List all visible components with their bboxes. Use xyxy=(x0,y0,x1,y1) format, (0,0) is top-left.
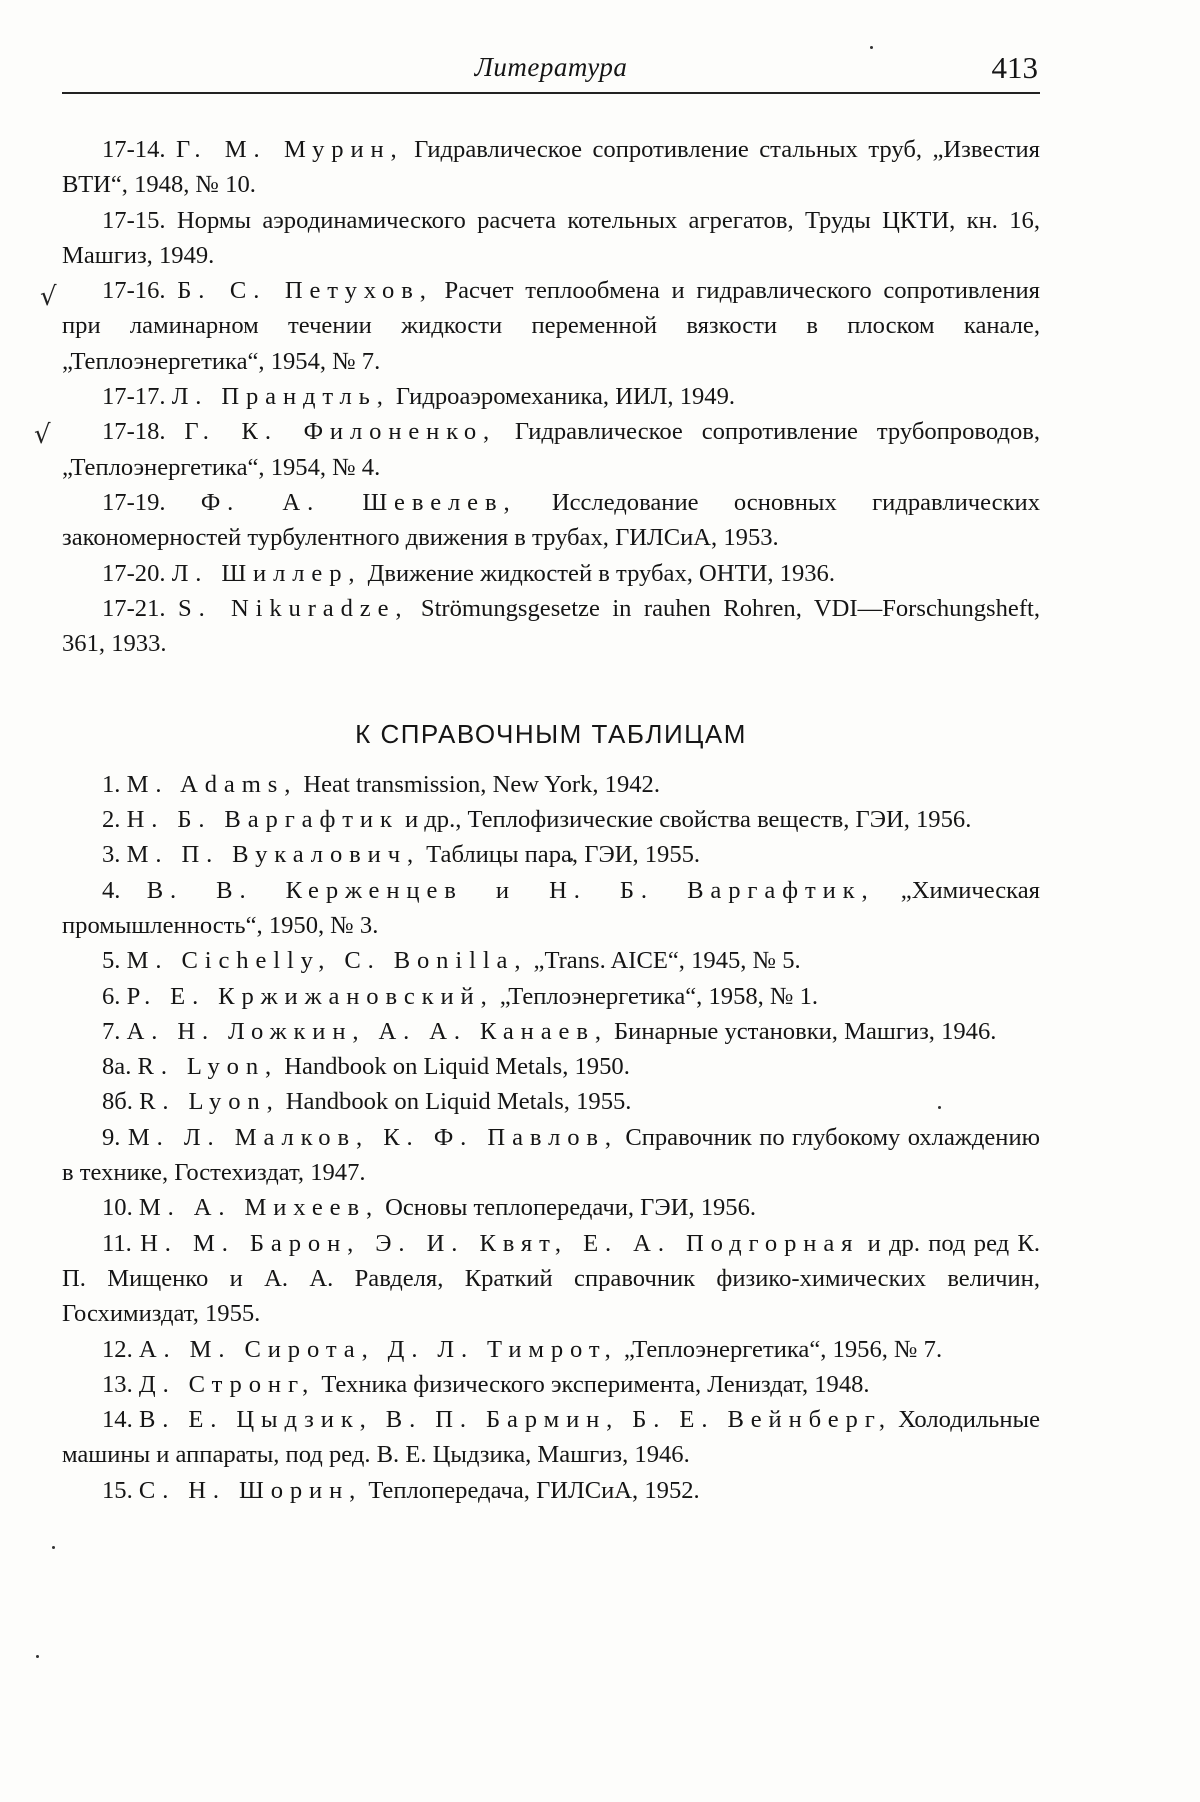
reference-entry xyxy=(62,556,1040,591)
reference-entry xyxy=(62,1473,1040,1508)
reference-entry xyxy=(62,414,1040,485)
reference-list-tables xyxy=(62,767,1040,1508)
reference-text: Расчет теплообмена и гидравлического сопротивления при ламинарном течении жидкости переменной вязкости в плоском канале, „Теплоэнергетика“, 1954, № 7. xyxy=(62,277,1040,375)
reference-entry xyxy=(62,943,1040,978)
reference-entry xyxy=(62,1084,1040,1119)
reference-text: Основы теплопередачи, ГЭИ, 1956. xyxy=(378,1194,757,1222)
reference-text: Теплопередача, ГИЛСиА, 1952. xyxy=(362,1476,700,1504)
reference-text: Техника физического эксперимента, Лениздат, 1948. xyxy=(315,1370,870,1398)
reference-author: С. Н. Шорин, xyxy=(138,1476,363,1504)
reference-author: Н. М. Барон, Э. И. Квят, Е. А. Подгорная xyxy=(140,1229,860,1257)
reference-text: Strömungsgesetze in rauhen Rohren, VDI—Forschungsheft, 361, 1933. xyxy=(62,594,1040,658)
page-number: 413 xyxy=(991,50,1038,85)
header-rule xyxy=(62,92,1040,94)
reference-text: Таблицы пара, ГЭИ, 1955. xyxy=(420,841,701,869)
reference-text: „Химическая промышленность“, 1950, № 3. xyxy=(62,876,1040,939)
reference-entry xyxy=(62,1049,1040,1084)
reference-entry xyxy=(62,1014,1040,1049)
reference-text: Справочник по глубокому охлаждению в технике, Гостехиздат, 1947. xyxy=(62,1123,1040,1187)
reference-number: 10. xyxy=(102,1194,133,1222)
reference-author: М. Л. Малков, К. Ф. Павлов, xyxy=(127,1123,618,1151)
reference-entry xyxy=(62,485,1040,556)
reference-number: 4. xyxy=(102,876,121,904)
reference-text: и др. под ред К. П. Мищенко и А. А. Равделя, Краткий справочник физико-химических величин, Госхимиздат, 1955. xyxy=(62,1229,1040,1328)
reference-text: „Trans. AICE“, 1945, № 5. xyxy=(527,947,801,975)
reference-entry xyxy=(62,1190,1040,1225)
reference-number: 6. xyxy=(102,982,121,1010)
reference-entry xyxy=(62,802,1040,837)
reference-text: Гидравлическое сопротивление стальных труб, „Известия ВТИ“, 1948, № 10. xyxy=(62,136,1040,199)
reference-author: R. Lyon, xyxy=(137,1053,279,1081)
reference-author: M. Adams, xyxy=(126,770,298,798)
reference-entry xyxy=(62,203,1040,274)
reference-entry xyxy=(62,979,1040,1014)
reference-author: М. А. Михеев, xyxy=(138,1194,379,1222)
reference-text: Холодильные машины и аппараты, под ред. В. Е. Цыдзика, Машгиз, 1946. xyxy=(62,1406,1040,1469)
checkmark-icon: √ xyxy=(34,420,51,450)
reference-entry xyxy=(62,873,1040,944)
reference-number: 17-19. xyxy=(102,488,166,516)
reference-number: 17-16. xyxy=(102,277,166,305)
reference-text: „Теплоэнергетика“, 1956, № 7. xyxy=(617,1335,943,1363)
print-speck xyxy=(870,46,873,49)
reference-entry xyxy=(62,767,1040,802)
print-speck xyxy=(52,1546,55,1549)
reference-entry xyxy=(62,379,1040,414)
reference-entry xyxy=(62,1226,1040,1332)
reference-number: 17-14. xyxy=(102,136,166,163)
reference-number: 3. xyxy=(102,841,121,869)
reference-text: Heat transmission, New York, 1942. xyxy=(297,770,660,798)
reference-author: Д. Стронг, xyxy=(138,1370,316,1398)
reference-text: Исследование основных гидравлических закономерностей турбулентного движения в трубах, ГИЛСиА, 1953. xyxy=(62,488,1040,552)
reference-number: 12. xyxy=(102,1335,133,1363)
reference-number: 13. xyxy=(102,1370,133,1398)
reference-number: 17-20. xyxy=(102,559,166,587)
reference-entry xyxy=(62,837,1040,872)
reference-number: 14. xyxy=(102,1406,133,1434)
running-title: Литература xyxy=(474,52,628,82)
reference-author: Г. М. Мурин, xyxy=(176,136,404,163)
reference-author: А. М. Сирота, Д. Л. Тимрот, xyxy=(138,1335,618,1363)
reference-number: 1. xyxy=(102,770,121,798)
reference-author: В. В. Керженцев и Н. Б. Варгафтик, xyxy=(146,876,875,904)
reference-author: S. Nikuradze, xyxy=(178,594,409,622)
reference-entry xyxy=(62,1367,1040,1402)
reference-author: Г. К. Филоненко, xyxy=(184,418,497,446)
reference-text: Handbook on Liquid Metals, 1950. xyxy=(278,1053,630,1081)
reference-author: Р. Е. Кржижановский, xyxy=(126,982,494,1010)
reference-entry xyxy=(62,1402,1040,1473)
reference-text: Handbook on Liquid Metals, 1955. xyxy=(279,1088,632,1116)
reference-author: Б. С. Петухов, xyxy=(177,277,433,305)
page-header xyxy=(62,40,1040,94)
reference-number: 7. xyxy=(102,1017,121,1045)
reference-entry xyxy=(62,273,1040,379)
reference-text: Гидравлическое сопротивление трубопроводов, „Теплоэнергетика“, 1954, № 4. xyxy=(62,418,1040,481)
reference-number: 11. xyxy=(102,1229,132,1257)
reference-number: 15. xyxy=(102,1476,133,1504)
reference-author: R. Lyon, xyxy=(139,1088,280,1116)
reference-author: В. Е. Цыдзик, В. П. Бармин, Б. Е. Вейнберг, xyxy=(138,1406,892,1434)
reference-number: 8б. xyxy=(102,1088,133,1116)
reference-number: 17-15. xyxy=(102,206,166,234)
reference-author: Л. Шиллер, xyxy=(171,559,362,587)
reference-number: 9. xyxy=(102,1123,121,1151)
reference-number: 5. xyxy=(102,947,121,975)
reference-author: Н. Б. Варгафтик xyxy=(126,806,399,834)
reference-text: Движение жидкостей в трубах, ОНТИ, 1936. xyxy=(361,559,835,587)
reference-list-chapter-17 xyxy=(62,132,1040,661)
reference-number: 17-17. xyxy=(102,383,166,411)
reference-text: Нормы аэродинамического расчета котельных агрегатов, Труды ЦКТИ, кн. 16, Машгиз, 1949. xyxy=(62,206,1040,269)
print-speck xyxy=(36,1655,39,1658)
reference-number: 17-18. xyxy=(102,418,166,446)
reference-number: 2. xyxy=(102,806,121,834)
reference-text: Гидроаэромеханика, ИИЛ, 1949. xyxy=(389,383,736,411)
reference-entry xyxy=(62,1120,1040,1191)
reference-text: „Теплоэнергетика“, 1958, № 1. xyxy=(493,982,819,1010)
reference-number: 17-21. xyxy=(102,594,166,622)
reference-author: M. Cichelly, C. Bonilla, xyxy=(126,947,528,975)
reference-text: Бинарные установки, Машгиз, 1946. xyxy=(607,1017,997,1045)
reference-number: 8а. xyxy=(102,1053,132,1081)
reference-entry xyxy=(62,591,1040,662)
reference-author: А. Н. Ложкин, А. А. Канаев, xyxy=(126,1017,608,1045)
reference-text: и др., Теплофизические свойства веществ, ГЭИ, 1956. xyxy=(398,806,972,834)
reference-entry xyxy=(62,132,1040,203)
reference-author: Л. Прандтль, xyxy=(171,383,390,411)
references-body xyxy=(62,132,1040,1508)
section-title: К СПРАВОЧНЫМ ТАБЛИЦАМ xyxy=(355,719,747,750)
reference-author: Ф. А. Шевелев, xyxy=(200,488,517,516)
reference-entry xyxy=(62,1332,1040,1367)
reference-author: М. П. Вукалович, xyxy=(126,841,420,869)
checkmark-icon: √ xyxy=(40,282,57,312)
